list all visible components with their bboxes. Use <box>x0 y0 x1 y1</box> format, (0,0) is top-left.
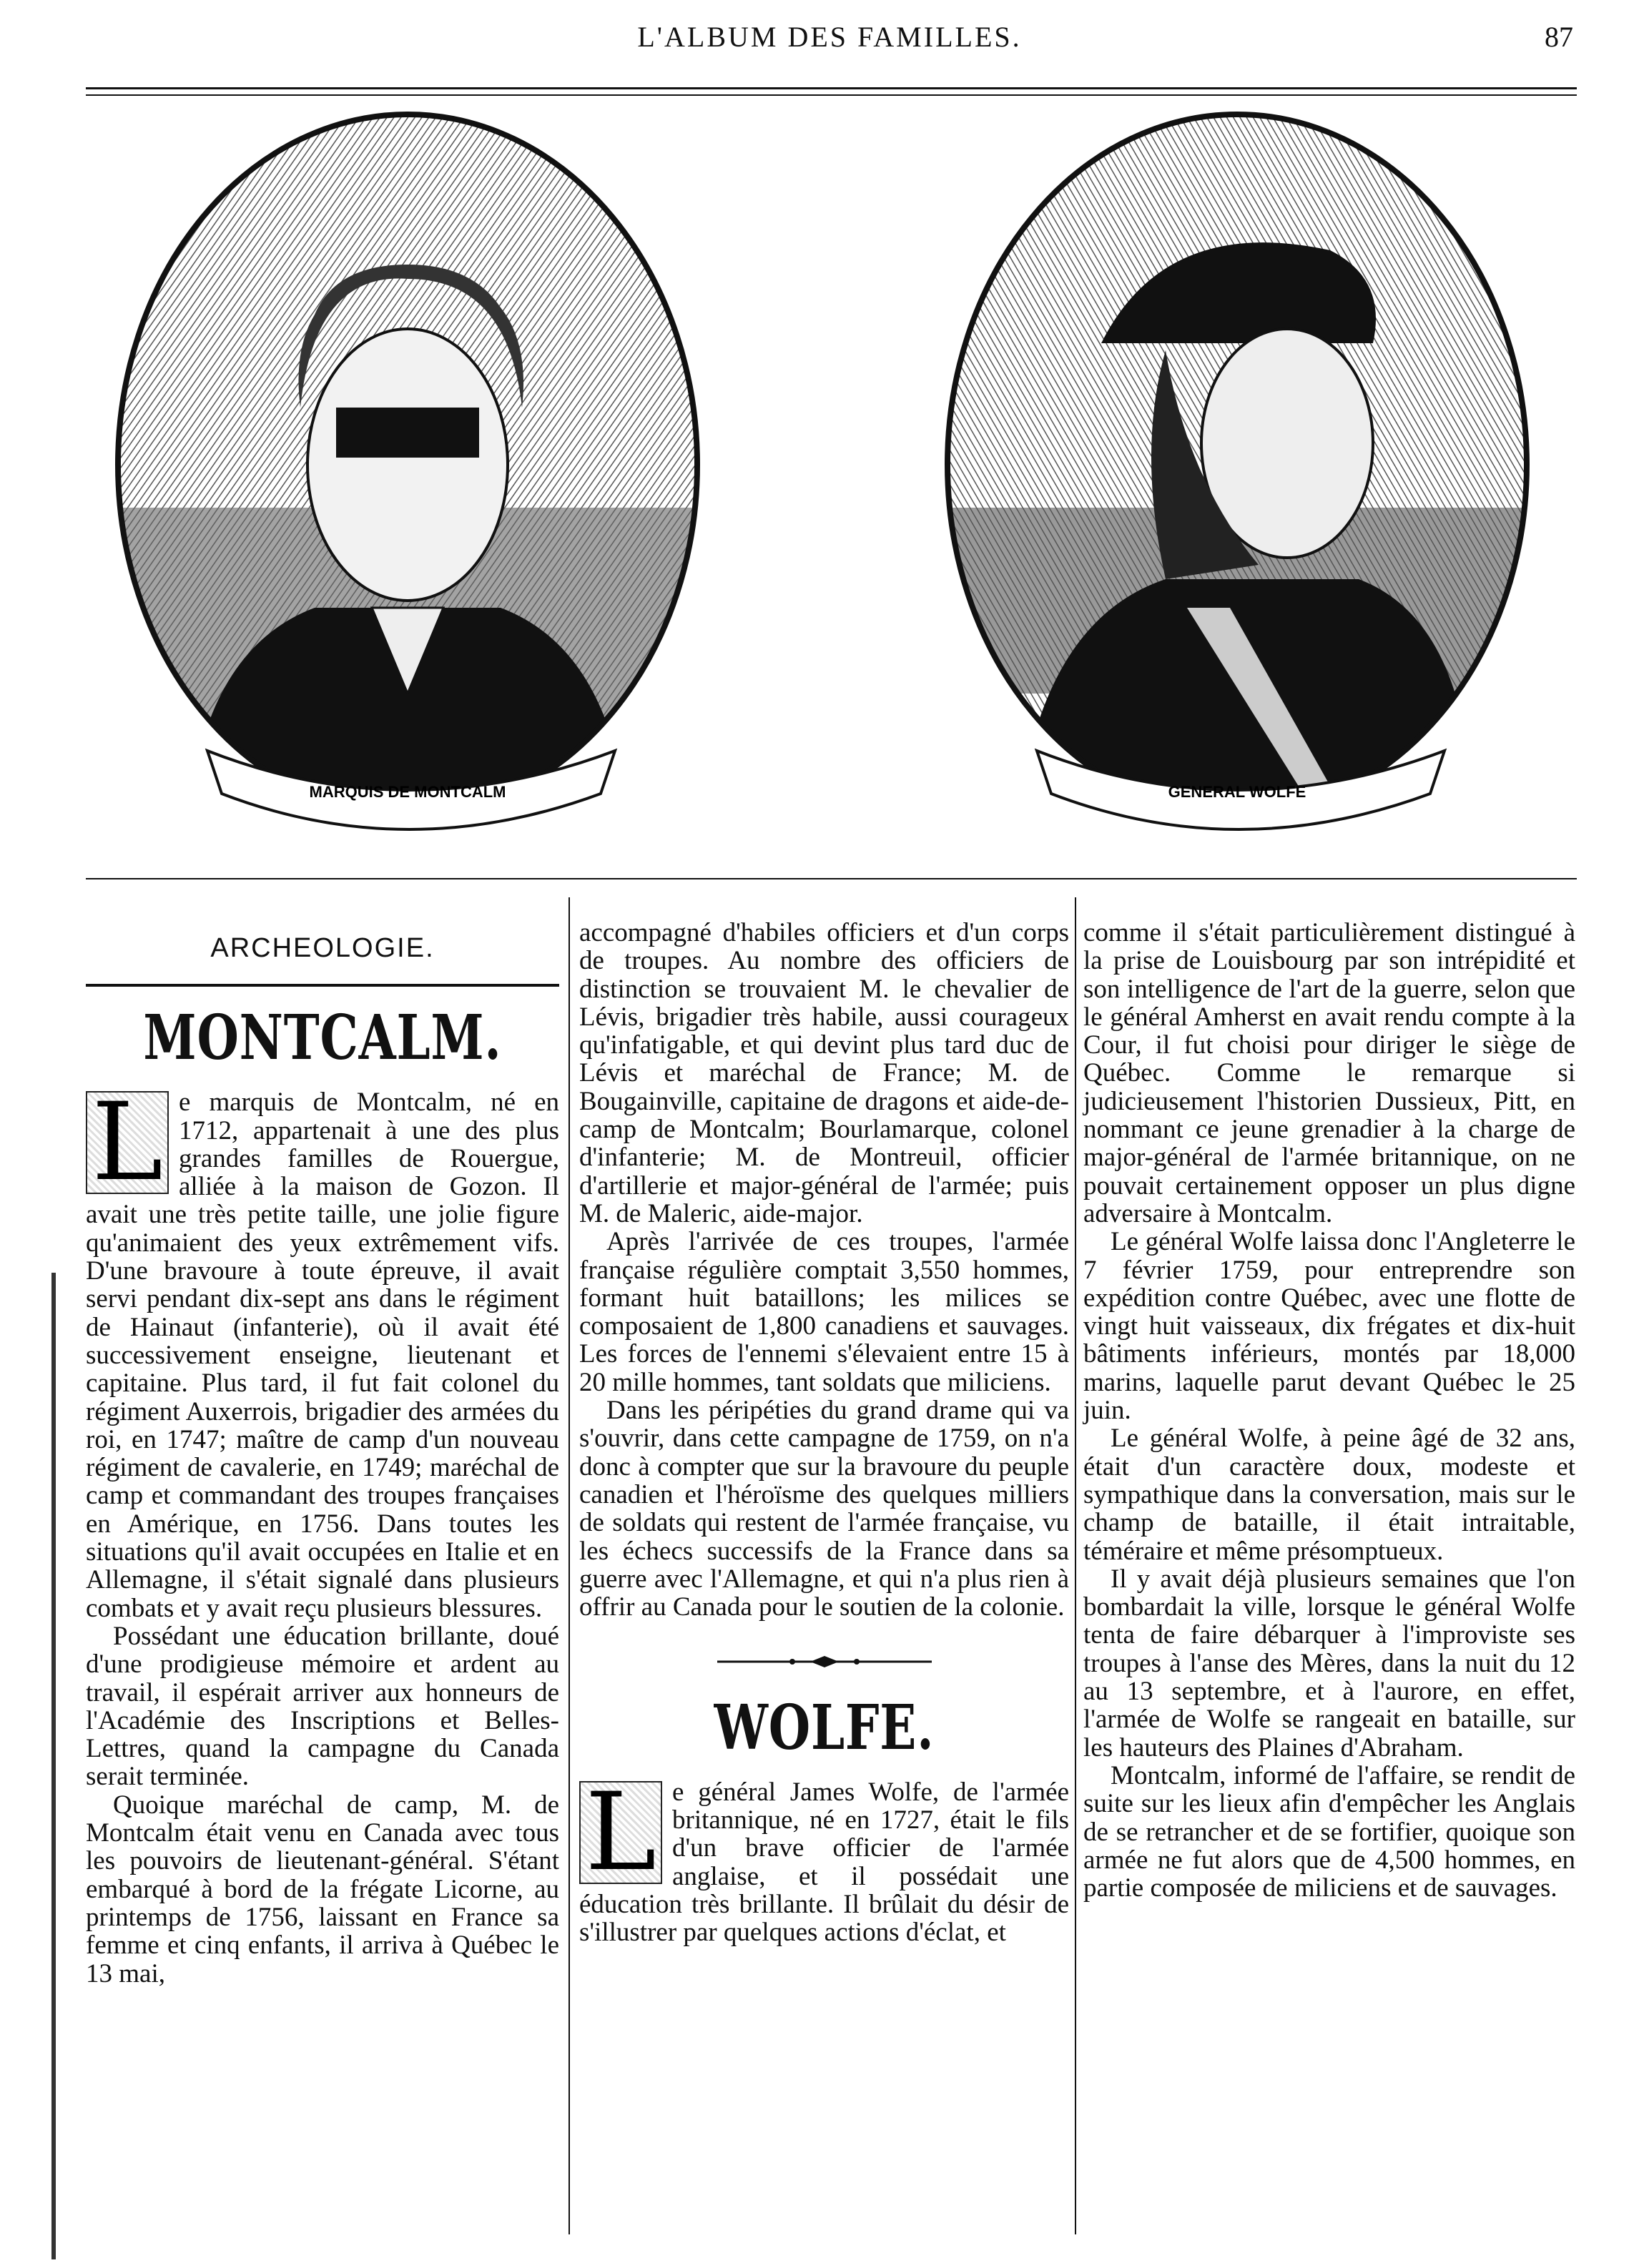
header-rule-top <box>86 87 1577 89</box>
dropcap-wolfe: L <box>579 1781 662 1884</box>
article-title-montcalm: MONTCALM. <box>143 1002 502 1075</box>
portrait-montcalm <box>100 107 715 837</box>
column-divider-1 <box>568 897 570 2234</box>
paragraph-text: e marquis de Montcalm, né en 1712, appartenait à une des plus grandes familles de Rouergue, alliée à la maison de Gozon. Il avait une très petite taille, une jolie figure qu'animaient des yeux extrêmement vifs. D'une bravoure à toute épreuve, il avait servi pendant dix-sept ans dans le régiment de Hainaut (infanterie), où il avait été successivement enseigne, lieutenant et capitaine. Plus tard, il fut fait colonel du régiment Auxerrois, brigadier des armées du roi, en 1747; maître de camp d'un nouveau régiment de cavalerie, en 1749; maréchal de camp et commandant des troupes françaises en Amérique, en 1756. Dans toutes les situations qu'il avait occupées en Italie et en Allemagne, il s'était signalé dans plusieurs combats et y avait reçu plusieurs blessures. <box>86 1088 559 1623</box>
paragraph: Après l'arrivée de ces troupes, l'armée française régulière comptait 3,550 hommes, formant huit bataillons; les milices se composaient de 1,800 canadiens et sauvages. Les forces de l'ennemi s'élevaient entre 15 à 20 mille hommes, tant soldats que miliciens. <box>579 1227 1069 1397</box>
caption-wolfe: GENERAL WOLFE <box>1168 783 1306 801</box>
paragraph-text: e général James Wolfe, de l'armée britannique, né en 1727, était le fils d'un brave officier de l'armée anglaise, et il possédait une éducation très brillante. Il brûlait du désir de s'illustrer par quelques actions d'éclat, et <box>579 1777 1069 1948</box>
page-number: 87 <box>1545 21 1573 53</box>
paragraph: Montcalm, informé de l'affaire, se rendit de suite sur les lieux afin d'empêcher les Anglais de se retrancher et de se fortifier, quoique son armée ne fut alors que de 4,500 hommes, en partie composée de miliciens et de sauvages. <box>1083 1760 1575 1903</box>
portrait-wolfe <box>930 107 1545 837</box>
caption-montcalm: MARQUIS DE MONTCALM <box>309 783 506 801</box>
section-rule <box>86 984 559 987</box>
paragraph: Le général Wolfe, à peine âgé de 32 ans, était d'un caractère doux, modeste et sympathique dans la conversation, mais sur le champ de bataille, il était intraitable, téméraire et même présomptueux. <box>1083 1424 1575 1566</box>
paragraph <box>579 1770 1069 1948</box>
column-3 <box>1083 919 1575 1902</box>
paragraph: Il y avait déjà plusieurs semaines que l'on bombardait la ville, lorsque le général Wolfe tenta de faire débarquer à l'improviste ses troupes à l'anse des Mères, dans la nuit du 12 au 13 septembre, et à l'aurore, en effet, l'armée de Wolfe se rangeait en bataille, sur les hauteurs des Plaines d'Abraham. <box>1083 1564 1575 1762</box>
article-title-wolfe: WOLFE. <box>714 1691 935 1764</box>
paragraph: Dans les péripéties du grand drame qui va s'ouvrir, dans cette campagne de 1759, on n'a donc à compter que sur la bravoure du peuple canadien et l'héroïsme des quelques milliers de soldats qui restent de l'armée française, vu les échecs successifs de la France dans sa guerre avec l'Allemagne, et qui n'a plus rien à offrir au Canada pour le soutien de la colonie. <box>579 1396 1069 1622</box>
column-2 <box>579 919 1069 1947</box>
paragraph <box>86 1080 559 1623</box>
paragraph: Quoique maréchal de camp, M. de Montcalm était venu en Canada avec tous les pouvoirs de lieutenant-général. S'étant embarqué à bord de la frégate Licorne, au printemps de 1756, laissant en France sa femme et cinq enfants, il arriva à Québec le 13 mai, <box>86 1790 559 1988</box>
paragraph: Le général Wolfe laissa donc l'Angleterre le 7 février 1759, pour entreprendre son expédition contre Québec, avec une flotte de vingt huit vaisseaux, dix frégates et dix-huit bâtiments inférieurs, montés par 18,000 marins, laquelle parut devant Québec le 25 juin. <box>1083 1227 1575 1426</box>
section-heading: ARCHEOLOGIE. <box>210 933 435 963</box>
paragraph: comme il s'était particulièrement distingué à la prise de Louisbourg par son intrépidité et son intelligence de l'art de la guerre, selon que le général Amherst en avait rendu compte à la Cour, il fut choisi pour diriger le siège de Québec. Comme le remarque si judicieusement l'historien Dussieux, Pitt, en nommant ce jeune grenadier à la charge de major-général de l'armée britannique, on ne pouvait certainement opposer un plus digne adversaire à Montcalm. <box>1083 918 1575 1228</box>
header-rule-bottom <box>86 94 1577 96</box>
portraits-rule <box>86 878 1577 879</box>
engraving-wolfe <box>930 107 1545 837</box>
margin-border <box>51 1273 56 2259</box>
column-1 <box>86 919 559 1988</box>
running-title: L'ALBUM DES FAMILLES. <box>637 21 1022 53</box>
page-header <box>86 20 1573 63</box>
paragraph: accompagné d'habiles officiers et d'un corps de troupes. Au nombre des officiers de distinction se trouvaient M. le chevalier de Lévis, brigadier très habile, aussi courageux qu'infatigable, et qui devint plus tard duc de Lévis et maréchal de France; M. de Bougainville, capitaine de dragons et aide-de-camp de Montcalm; Bourlamarque, colonel d'infanterie; M. de Montreuil, officier d'artillerie et major-général de l'armée; puis M. de Maleric, aide-major. <box>579 918 1069 1228</box>
ornament-divider <box>579 1647 1069 1675</box>
column-divider-2 <box>1075 897 1076 2234</box>
paragraph: Possédant une éducation brillante, doué d'une prodigieuse mémoire et ardent au travail, il espérait arriver aux honneurs de l'Académie des Inscriptions et Belles-Lettres, quand la campagne du Canada serait terminée. <box>86 1621 559 1792</box>
dropcap-montcalm: L <box>86 1091 169 1194</box>
engraving-montcalm <box>100 107 715 837</box>
